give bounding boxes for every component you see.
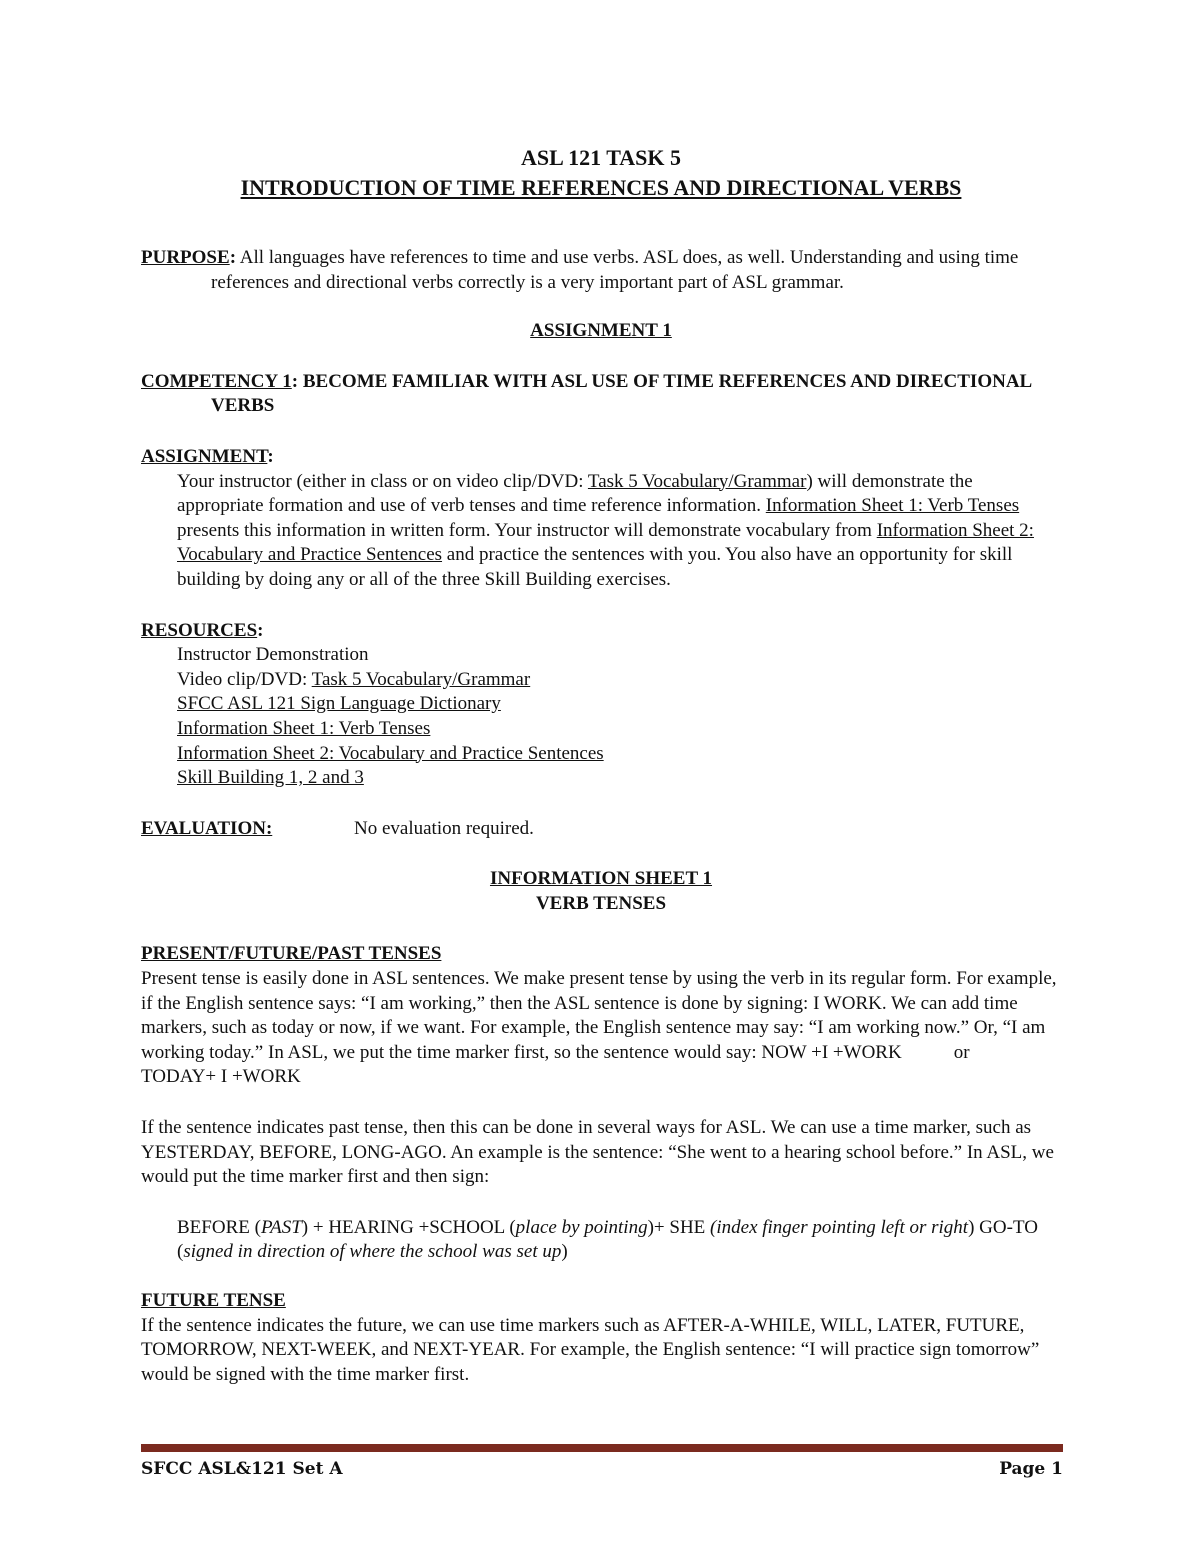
- competency-text: BECOME FAMILIAR WITH ASL USE OF TIME REFERENCES AND DIRECTIONAL VERBS: [211, 370, 1032, 417]
- footer-rule: [141, 1444, 1063, 1452]
- page-content: [141, 143, 1061, 1387]
- future-paragraph: If the sentence indicates the future, we can use time markers such as AFTER-A-WHILE, WILL, LATER, FUTURE, TOMORROW, NEXT-WEEK, and NEXT-YEAR. For example, the English sentence: “I will practice sign tomorrow” would be signed with the time marker first.: [141, 1314, 1040, 1385]
- link-task5-vocab[interactable]: Task 5 Vocabulary/Grammar: [587, 470, 807, 492]
- link-info-sheet-2[interactable]: Information Sheet 2: Vocabulary and Practice Sentences: [177, 519, 1034, 566]
- past-example-part: ) + HEARING +SCHOOL (: [301, 1216, 516, 1238]
- purpose-paragraph: PURPOSE: All languages have references to time and use verbs. ASL does, as well. Understanding and using time references and directional verbs correctly is a very important part of ASL grammar.: [141, 247, 1019, 293]
- title-line-1: ASL 121 TASK 5: [521, 145, 681, 170]
- resource-link-skill-building[interactable]: Skill Building 1, 2 and 3: [177, 767, 364, 789]
- evaluation-line: [141, 817, 1061, 842]
- resource-link-dictionary[interactable]: SFCC ASL 121 Sign Language Dictionary: [177, 693, 501, 715]
- future-heading: FUTURE TENSE: [141, 1290, 286, 1311]
- assignment-text-part: and practice the sentences with you. You also have an opportunity for skill building by doing any or all of the three Skill Building exercises.: [177, 544, 1013, 590]
- past-example-part: BEFORE (: [177, 1216, 261, 1238]
- past-example-italic: signed in direction of where the school was set up: [183, 1241, 562, 1263]
- past-example: [141, 1216, 1061, 1265]
- assignment-text-part: ) will demonstrate the appropriate formation and use of verb tenses and time reference information.: [177, 470, 973, 517]
- resources-label: RESOURCES: [141, 619, 258, 641]
- assignment-text: [141, 470, 1061, 593]
- resources-list: [141, 643, 1061, 791]
- past-paragraph: If the sentence indicates past tense, then this can be done in several ways for ASL. We can use a time marker, such as YESTERDAY, BEFORE, LONG-AGO. An example is the sentence: “She went to a hearing school before.” In ASL, we would put the time marker first and then sign:: [141, 1117, 1054, 1188]
- info-sheet-subheading: VERB TENSES: [535, 892, 667, 914]
- resource-link-info-sheet-2[interactable]: Information Sheet 2: Vocabulary and Practice Sentences: [177, 742, 604, 764]
- resource-item-prefix: Video clip/DVD:: [177, 668, 312, 690]
- footer-page-number: Page 1: [999, 1459, 1063, 1479]
- evaluation-text: No evaluation required.: [354, 817, 534, 839]
- assignment-heading: ASSIGNMENT:: [141, 445, 274, 467]
- resource-link-info-sheet-1[interactable]: Information Sheet 1: Verb Tenses: [177, 717, 431, 739]
- present-paragraph: [141, 967, 1061, 1090]
- competency-paragraph: COMPETENCY 1: BECOME FAMILIAR WITH ASL USE OF TIME REFERENCES AND DIRECTIONAL VERBS: [141, 370, 1032, 417]
- assignment-text-part: Your instructor (either in class or on video clip/DVD:: [177, 470, 588, 492]
- purpose-label: PURPOSE: [141, 247, 230, 268]
- resources-heading: RESOURCES:: [141, 619, 264, 641]
- present-or: or: [953, 1041, 970, 1063]
- past-example-italic: place by pointing: [515, 1216, 648, 1238]
- present-text: Present tense is easily done in ASL sentences. We make present tense by using the verb in its regular form. For example, if the English sentence says: “I am working,” then the ASL sentence is done by signing: I WORK. We can add time markers, such as today or now, if we want. For example, the English sentence may say: “I am working now.” Or, “I am working today.” In ASL, we put the time marker first, so the sentence would say: NOW +I +WORK: [141, 968, 1057, 1063]
- resource-item: Instructor Demonstration: [177, 644, 369, 666]
- past-example-part: )+ SHE: [647, 1216, 711, 1238]
- purpose-text: All languages have references to time and use verbs. ASL does, as well. Understanding and using time references and directional verbs correctly is a very important part of ASL grammar.: [211, 247, 1019, 293]
- resource-item: [177, 668, 1061, 693]
- past-example-part: ) GO-TO (: [177, 1216, 1038, 1263]
- past-example-italic: (index finger pointing left or right: [710, 1216, 969, 1238]
- assignment-text-part: presents this information in written form. Your instructor will demonstrate vocabulary from: [177, 519, 877, 541]
- page-footer: [141, 1459, 1063, 1485]
- title-line-2: INTRODUCTION OF TIME REFERENCES AND DIRECTIONAL VERBS: [240, 175, 962, 200]
- footer-course-label: SFCC ASL&121 Set A: [141, 1459, 343, 1479]
- evaluation-label: EVALUATION:: [141, 817, 273, 839]
- assignment-label: ASSIGNMENT: [141, 445, 268, 467]
- assignment-1-heading: ASSIGNMENT 1: [530, 320, 672, 342]
- resource-link-task5[interactable]: Task 5 Vocabulary/Grammar: [311, 668, 531, 690]
- link-info-sheet-1[interactable]: Information Sheet 1: Verb Tenses: [765, 495, 1020, 517]
- past-example-part: ): [561, 1241, 568, 1263]
- past-example-italic: PAST: [260, 1216, 302, 1238]
- present-heading: PRESENT/FUTURE/PAST TENSES: [141, 943, 442, 965]
- info-sheet-heading: INFORMATION SHEET 1: [489, 868, 713, 890]
- present-alt: TODAY+ I +WORK: [141, 1066, 301, 1088]
- competency-label: COMPETENCY 1: [141, 370, 292, 392]
